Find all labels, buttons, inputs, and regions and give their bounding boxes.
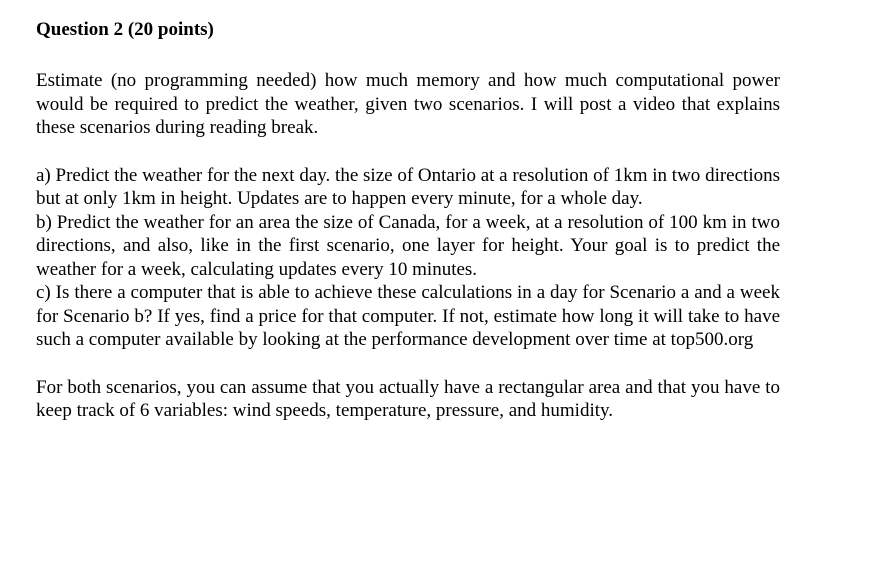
question-document [36,18,780,423]
question-title: Question 2 (20 points) [36,19,214,40]
part-c-paragraph: c) Is there a computer that is able to achieve these calculations in a day for Scenario a and a week for Scenario b? If yes, find a price for that computer. If not, estimate how long it will take to have such a computer available by looking at the performance development over time at top500.org [36,282,780,350]
part-b-paragraph: b) Predict the weather for an area the size of Canada, for a week, at a resolution of 100 km in two directions, and also, like in the first scenario, one layer for height. Your goal is to predict the weather for a week, calculating updates every 10 minutes. [36,211,780,280]
part-a-paragraph: a) Predict the weather for the next day. the size of Ontario at a resolution of 1km in two directions but at only 1km in height. Updates are to happen every minute, for a whole day. [36,164,780,209]
paragraph-spacer [36,352,780,376]
intro-paragraph: Estimate (no programming needed) how much memory and how much computational power would be required to predict the weather, given two scenarios. I will post a video that explains these scenarios during reading break. [36,70,780,138]
closing-paragraph: For both scenarios, you can assume that you actually have a rectangular area and that you have to keep track of 6 variables: wind speeds, temperature, pressure, and humidity. [36,376,780,421]
paragraph-spacer [36,140,780,164]
